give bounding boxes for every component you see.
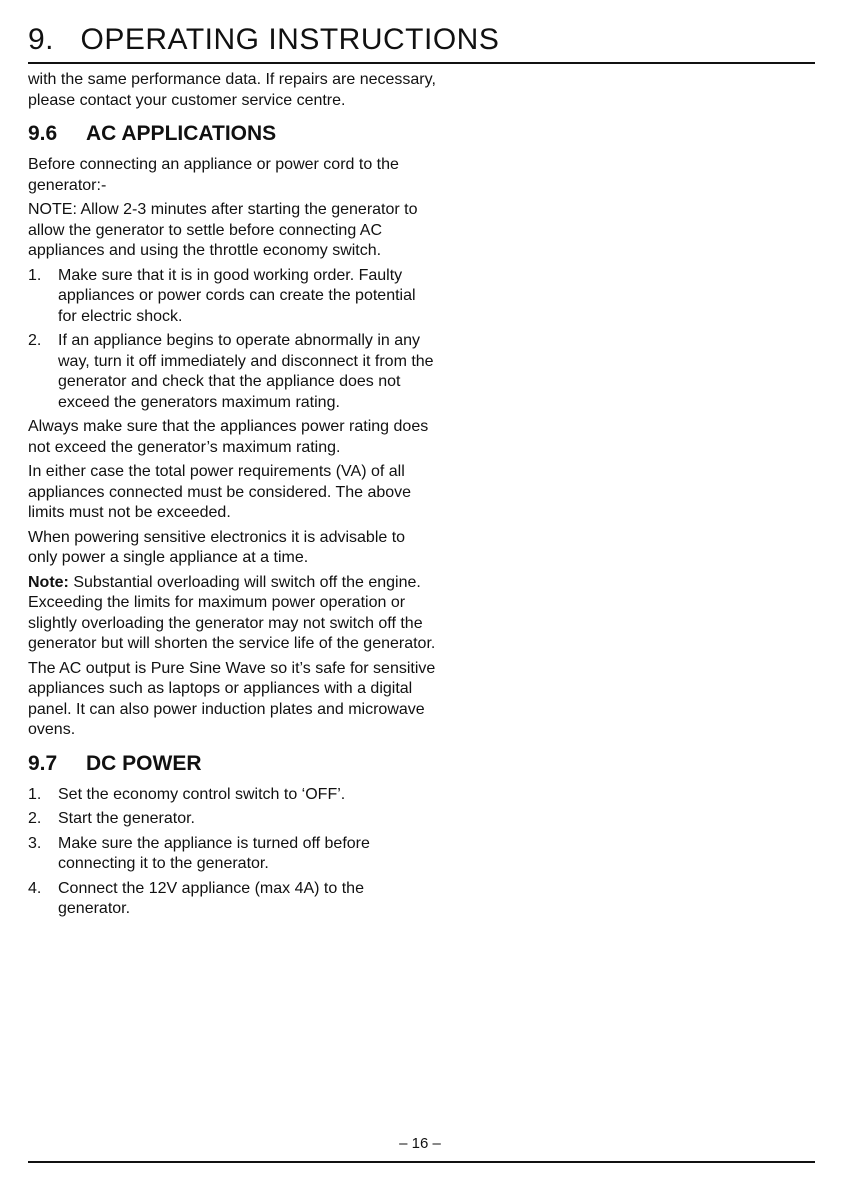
header-divider — [28, 62, 815, 64]
page-header — [28, 22, 815, 58]
section-heading-ac-applications — [28, 121, 438, 147]
section-title: AC APPLICATIONS — [86, 122, 277, 145]
list-item-text: Set the economy control switch to ‘OFF’. — [58, 785, 346, 803]
paragraph-overload-note — [28, 573, 438, 655]
ac-steps-list — [28, 266, 438, 414]
list-item-text: Make sure that it is in good working order. Faulty appliances or power cords can create the potential for electric shock. — [58, 266, 416, 325]
list-item — [28, 785, 438, 806]
page-title: 9. OPERATING INSTRUCTIONS — [28, 23, 500, 56]
page-number: – 16 – — [399, 1135, 441, 1152]
section-title: DC POWER — [86, 751, 202, 775]
section-number: 9.6 — [28, 122, 58, 145]
list-item-text: Connect the 12V appliance (max 4A) to the generator. — [58, 879, 364, 917]
paragraph-note-allow: NOTE: Allow 2-3 minutes after starting the generator to allow the generator to settle before connecting AC appliances and using the throttle economy switch. — [28, 201, 418, 259]
list-item — [28, 266, 438, 328]
paragraph-power-rating: Always make sure that the appliances power rating does not exceed the generator’s maximum rating. — [28, 418, 429, 456]
list-marker: 1. — [28, 785, 42, 803]
note-label: Note: — [28, 573, 69, 591]
list-marker: 2. — [28, 810, 42, 827]
list-item-text: If an appliance begins to operate abnormally in any way, turn it off immediately and disconnect it from the generator and check that the appliance does not exceed the generators maximum rating. — [58, 332, 434, 411]
list-item — [28, 809, 438, 830]
list-item-text: Start the generator. — [58, 810, 195, 827]
note-text: Substantial overloading will switch off the engine. Exceeding the limits for maximum power operation or slightly overloading the generator may not switch off the generator but will shorten the service life of the generator. — [28, 573, 436, 652]
footer-divider — [28, 1161, 815, 1163]
list-item — [28, 331, 438, 413]
paragraph-before-connecting: Before connecting an appliance or power cord to the generator:- — [28, 156, 399, 194]
intro-paragraph: with the same performance data. If repairs are necessary, please contact your customer service centre. — [28, 71, 436, 109]
list-marker: 2. — [28, 332, 42, 349]
list-marker: 1. — [28, 266, 42, 284]
list-item — [28, 879, 438, 920]
content-column — [28, 70, 438, 924]
list-item — [28, 834, 438, 875]
list-marker: 3. — [28, 834, 42, 852]
paragraph-total-power: In either case the total power requirements (VA) of all appliances connected must be considered. The above limits must not be exceeded. — [28, 463, 412, 521]
paragraph-sensitive-electronics: When powering sensitive electronics it is advisable to only power a single appliance at a time. — [28, 528, 406, 566]
paragraph-pure-sine-wave: The AC output is Pure Sine Wave so it’s safe for sensitive appliances such as laptops or appliances with a digital panel. It can also power induction plates and microwave ovens. — [28, 659, 436, 738]
list-marker: 4. — [28, 879, 42, 897]
section-number: 9.7 — [28, 751, 58, 775]
dc-steps-list — [28, 785, 438, 920]
list-item-text: Make sure the appliance is turned off before connecting it to the generator. — [58, 834, 370, 872]
section-heading-dc-power — [28, 751, 438, 777]
